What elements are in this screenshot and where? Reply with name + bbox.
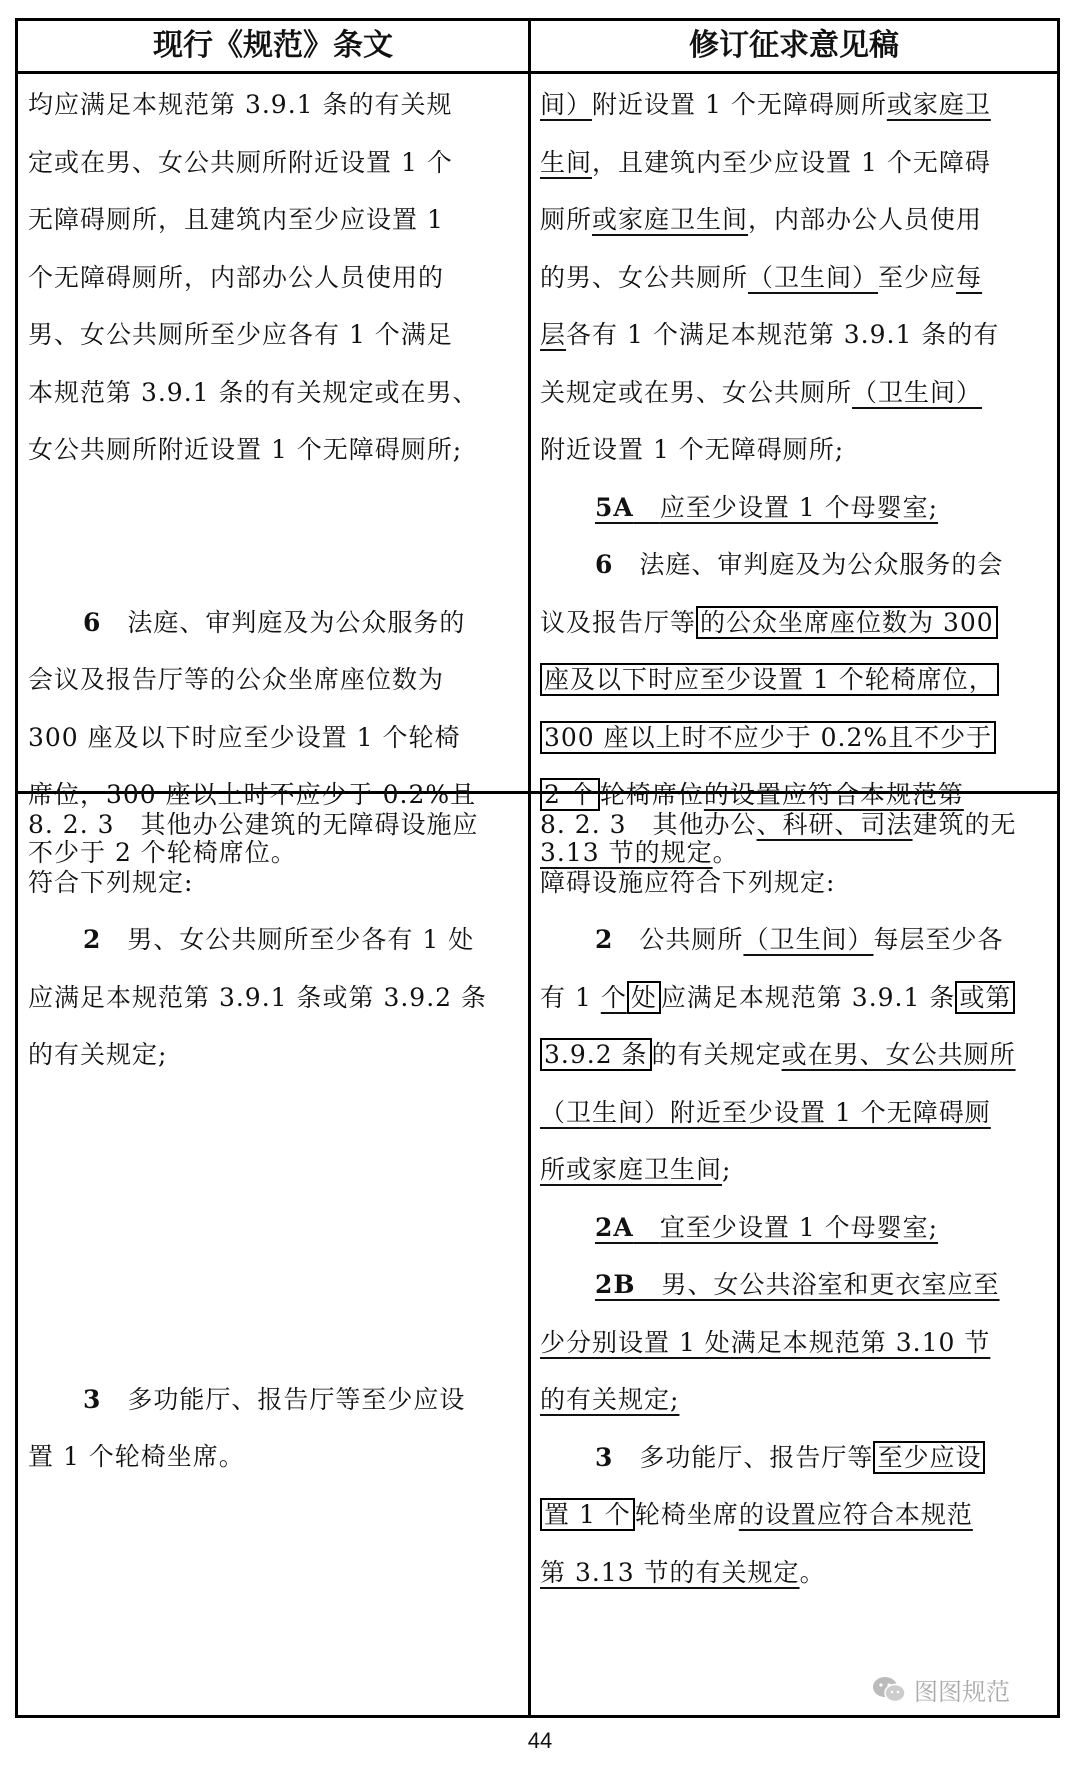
text-span: ，内部办公人员使用 bbox=[748, 205, 983, 234]
row2-revision-text bbox=[540, 796, 1060, 1601]
clause-number: 6 bbox=[83, 607, 102, 637]
inserted-text: 层 bbox=[540, 320, 567, 349]
inserted-text: 的有关规定; bbox=[540, 1385, 680, 1414]
text-span: 的有关规定 bbox=[651, 1040, 782, 1069]
text-span: 轮椅席位 bbox=[599, 780, 704, 809]
wechat-icon bbox=[872, 1676, 906, 1704]
inserted-text: 应至少设置 1 个母婴室; bbox=[659, 492, 939, 522]
watermark-text: 图图规范 bbox=[914, 1678, 1010, 1706]
inserted-text: 男、女公共浴室和更衣室应至 bbox=[661, 1270, 1000, 1299]
clause-heading bbox=[540, 796, 1060, 854]
column-divider bbox=[528, 21, 531, 1715]
text-line: 本规范第 3.9.1 条的有关规定或在男、 bbox=[28, 377, 479, 407]
text-span: 应满足本规范第 3.9.1 条 bbox=[660, 982, 956, 1012]
text-line bbox=[540, 594, 1060, 652]
inserted-text: 或家庭卫 bbox=[886, 90, 991, 119]
text-line: 男、女公共厕所至少各有 1 处 bbox=[127, 925, 475, 954]
text-span: 有 1 bbox=[540, 982, 601, 1012]
text-line bbox=[540, 651, 1060, 709]
inserted-text: 第 3.13 节的有关规定 bbox=[540, 1557, 800, 1587]
text-span: 每层至少各 bbox=[873, 925, 1004, 954]
clause-number: 5A bbox=[595, 492, 634, 522]
text-span: 的男、女公共厕所 bbox=[540, 262, 749, 292]
text-line: 个无障碍厕所，内部办公人员使用的 bbox=[28, 262, 445, 292]
text-line: 应满足本规范第 3.9.1 条或第 3.9.2 条 bbox=[28, 982, 488, 1012]
text-line bbox=[540, 709, 1060, 767]
text-line: 置 1 个轮椅坐席。 bbox=[28, 1442, 245, 1471]
clause-2-revision bbox=[540, 911, 1060, 969]
inserted-text: 、科研、司法 bbox=[756, 810, 913, 839]
text-span: 多功能厅、报告厅等 bbox=[639, 1442, 874, 1472]
text-line: 女公共厕所附近设置 1 个无障碍厕所; bbox=[28, 435, 463, 464]
inserted-text: （卫生间） bbox=[748, 262, 879, 292]
text-line bbox=[540, 1141, 1060, 1199]
text-line bbox=[540, 249, 1060, 307]
clause-2b bbox=[540, 1256, 1060, 1314]
inserted-text: （卫生间） bbox=[852, 377, 983, 407]
header-current-provision: 现行《规范》条文 bbox=[153, 28, 393, 63]
deleted-text-box: 或第 bbox=[955, 981, 1015, 1014]
watermark bbox=[872, 1672, 1010, 1707]
clause-heading: 8. 2. 3 其他办公建筑的无障碍设施应 bbox=[28, 810, 479, 839]
text-line bbox=[540, 969, 1060, 1027]
text-line bbox=[540, 364, 1060, 422]
inserted-text: 个 bbox=[600, 982, 627, 1012]
inserted-text: 宜至少设置 1 个母婴室; bbox=[659, 1212, 939, 1242]
clause-6-revision bbox=[540, 536, 1060, 594]
text-line: 的有关规定; bbox=[28, 1040, 168, 1069]
clause-number: 3 bbox=[595, 1442, 614, 1472]
clause-3-revision bbox=[540, 1429, 1060, 1487]
text-span: 至少应 bbox=[878, 262, 957, 292]
inserted-text: 少分别设置 1 处满足本规范第 3.10 节 bbox=[540, 1327, 991, 1357]
text-line: 多功能厅、报告厅等至少应设 bbox=[127, 1384, 466, 1414]
text-line: 均应满足本规范第 3.9.1 条的有关规 bbox=[28, 90, 453, 119]
text-line: 无障碍厕所，且建筑内至少应设置 1 bbox=[28, 205, 444, 234]
clause-number: 2 bbox=[83, 925, 102, 954]
clause-6-current bbox=[28, 594, 523, 652]
text-line: 男、女公共厕所至少应各有 1 个满足 bbox=[28, 320, 453, 349]
inserted-text: （卫生间）附近至少设置 1 个无障碍厕 bbox=[540, 1097, 991, 1127]
deleted-text-box: 300 座以上时不应少于 0.2%且不少于 bbox=[540, 721, 996, 754]
comparison-table bbox=[15, 18, 1060, 1718]
text-line: 法庭、审判庭及为公众服务的 bbox=[127, 607, 466, 637]
inserted-text: （卫生间） bbox=[743, 925, 874, 954]
inserted-text: 或家庭卫生间 bbox=[592, 205, 749, 234]
text-line bbox=[540, 76, 1060, 134]
clause-number: 6 bbox=[595, 550, 614, 579]
inserted-text: 或在男、女公共厕所 bbox=[781, 1040, 1016, 1069]
text-line bbox=[540, 1026, 1060, 1084]
clause-number: 2 bbox=[595, 925, 614, 954]
inserted-text: 3.13 节的规定 bbox=[540, 837, 713, 867]
clause-2a bbox=[540, 1199, 1060, 1257]
deleted-text-box: 2 个 bbox=[540, 778, 600, 811]
text-line bbox=[540, 1486, 1060, 1544]
deleted-text-box: 至少应设 bbox=[873, 1441, 985, 1474]
text-span: 关规定或在男、女公共厕所 bbox=[540, 377, 853, 407]
text-line: 定或在男、女公共厕所附近设置 1 个 bbox=[28, 147, 453, 177]
header-divider bbox=[18, 71, 1057, 74]
row1-revision-text bbox=[540, 76, 1060, 881]
inserted-text: 间） bbox=[540, 90, 593, 119]
text-span: 。 bbox=[712, 837, 739, 867]
clause-number: 2B bbox=[595, 1270, 636, 1299]
text-span: ，且建筑内至少应设置 1 个无障碍 bbox=[592, 147, 991, 177]
inserted-text: 的设置应符合本规范 bbox=[738, 1500, 973, 1529]
deleted-text-box: 处 bbox=[627, 981, 661, 1014]
text-line bbox=[540, 134, 1060, 192]
text-span: 轮椅坐席 bbox=[634, 1500, 739, 1529]
deleted-text-box: 座及以下时应至少设置 1 个轮椅席位， bbox=[540, 663, 999, 696]
page-number: 44 bbox=[527, 1728, 553, 1753]
text-span: 各有 1 个满足本规范第 3.9.1 条的有 bbox=[566, 320, 1000, 349]
text-line: 符合下列规定: bbox=[28, 867, 194, 897]
clause-5a bbox=[540, 479, 1060, 537]
text-line: 障碍设施应符合下列规定: bbox=[540, 867, 836, 897]
inserted-text: 所或家庭卫生间 bbox=[540, 1155, 723, 1184]
row1-current-text bbox=[28, 76, 523, 881]
row2-current-text bbox=[28, 796, 523, 1486]
text-span: 建筑的无 bbox=[912, 810, 1017, 839]
deleted-text-box: 3.9.2 条 bbox=[540, 1038, 652, 1071]
text-line: 会议及报告厅等的公众坐席座位数为 bbox=[28, 665, 445, 694]
clause-number: 2A bbox=[595, 1212, 634, 1242]
text-line bbox=[540, 191, 1060, 249]
text-line: 法庭、审判庭及为公众服务的会 bbox=[639, 550, 1004, 579]
text-line bbox=[540, 306, 1060, 364]
header-revision-draft: 修订征求意见稿 bbox=[689, 28, 899, 63]
text-span: 议及报告厅等 bbox=[540, 607, 697, 637]
text-span: 厕所 bbox=[540, 205, 593, 234]
clause-3-current bbox=[28, 1371, 523, 1429]
clause-number: 3 bbox=[83, 1384, 102, 1414]
text-span: 附近设置 1 个无障碍厕所 bbox=[592, 90, 887, 119]
inserted-text: 每 bbox=[956, 262, 983, 292]
text-span: 公共厕所 bbox=[639, 925, 744, 954]
deleted-text-box: 置 1 个 bbox=[540, 1498, 635, 1531]
inserted-text: 生间 bbox=[540, 147, 593, 177]
text-line: 附近设置 1 个无障碍厕所; bbox=[540, 435, 845, 464]
text-line: 不少于 2 个轮椅席位。 bbox=[28, 837, 297, 867]
text-line bbox=[540, 1544, 1060, 1602]
text-span: ; bbox=[722, 1155, 732, 1184]
deleted-text-box: 的公众坐席座位数为 300 bbox=[696, 606, 998, 639]
text-line: 席位，300 座以上时不应少于 0.2%且 bbox=[28, 780, 477, 809]
text-span: 8. 2. 3 其他办公 bbox=[540, 810, 757, 839]
clause-2-current bbox=[28, 911, 523, 969]
inserted-text: 的设置应符合本规范第 bbox=[703, 780, 964, 809]
text-line: 300 座及以下时应至少设置 1 个轮椅 bbox=[28, 722, 461, 752]
text-span: 。 bbox=[799, 1557, 826, 1587]
